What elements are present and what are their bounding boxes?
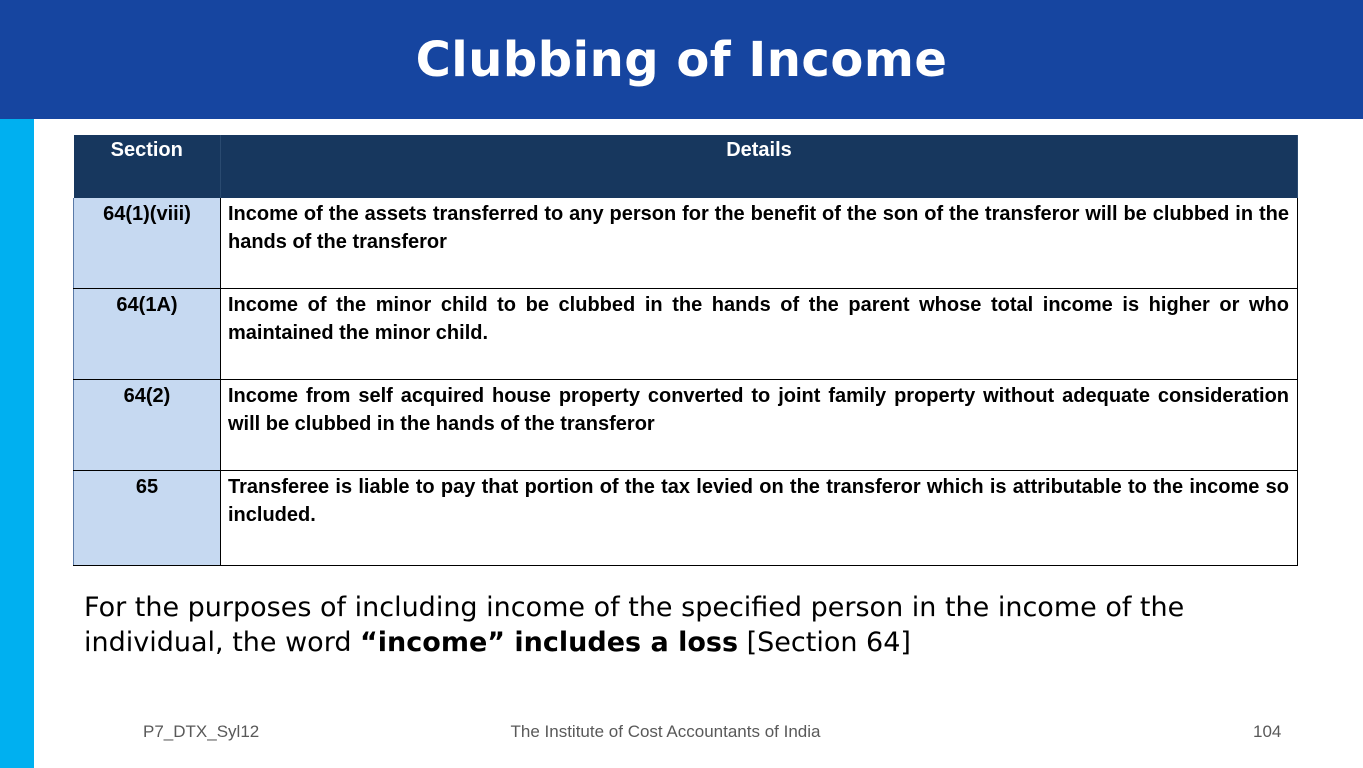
page-title: Clubbing of Income <box>415 31 948 88</box>
note-text-end: [Section 64] <box>738 627 911 658</box>
header-details: Details <box>221 135 1298 198</box>
table-header-row <box>74 135 1298 198</box>
details-cell: Income of the minor child to be clubbed in the hands of the parent whose total income is higher or who maintained the minor child. <box>221 289 1298 380</box>
section-cell: 65 <box>74 471 221 566</box>
section-cell: 64(2) <box>74 380 221 471</box>
note-bold-phrase: “income” includes a loss <box>360 627 739 658</box>
header-section: Section <box>74 135 221 198</box>
table-row <box>74 289 1298 380</box>
footer-institute-name: The Institute of Cost Accountants of India <box>510 722 821 741</box>
section-cell: 64(1)(viii) <box>74 198 221 289</box>
details-cell: Transferee is liable to pay that portion of the tax levied on the transferor which is attributable to the income so included. <box>221 471 1298 566</box>
footer-course-code: P7_DTX_Syl12 <box>143 722 260 741</box>
section-cell: 64(1A) <box>74 289 221 380</box>
details-cell: Income from self acquired house property converted to joint family property without adequate consideration will be clubbed in the hands of the transferor <box>221 380 1298 471</box>
side-accent-strip <box>0 119 34 768</box>
details-cell: Income of the assets transferred to any person for the benefit of the son of the transferor will be clubbed in the hands of the transferor <box>221 198 1298 289</box>
section-details-table <box>73 135 1298 566</box>
income-loss-note <box>84 590 1264 660</box>
note-text-start: For the purposes of including income of the specified person in the income of the individual, the word <box>84 592 1185 658</box>
table-row <box>74 471 1298 566</box>
footer-page-number: 104 <box>1253 722 1282 741</box>
table-row <box>74 198 1298 289</box>
title-bar <box>0 0 1363 119</box>
table-row <box>74 380 1298 471</box>
